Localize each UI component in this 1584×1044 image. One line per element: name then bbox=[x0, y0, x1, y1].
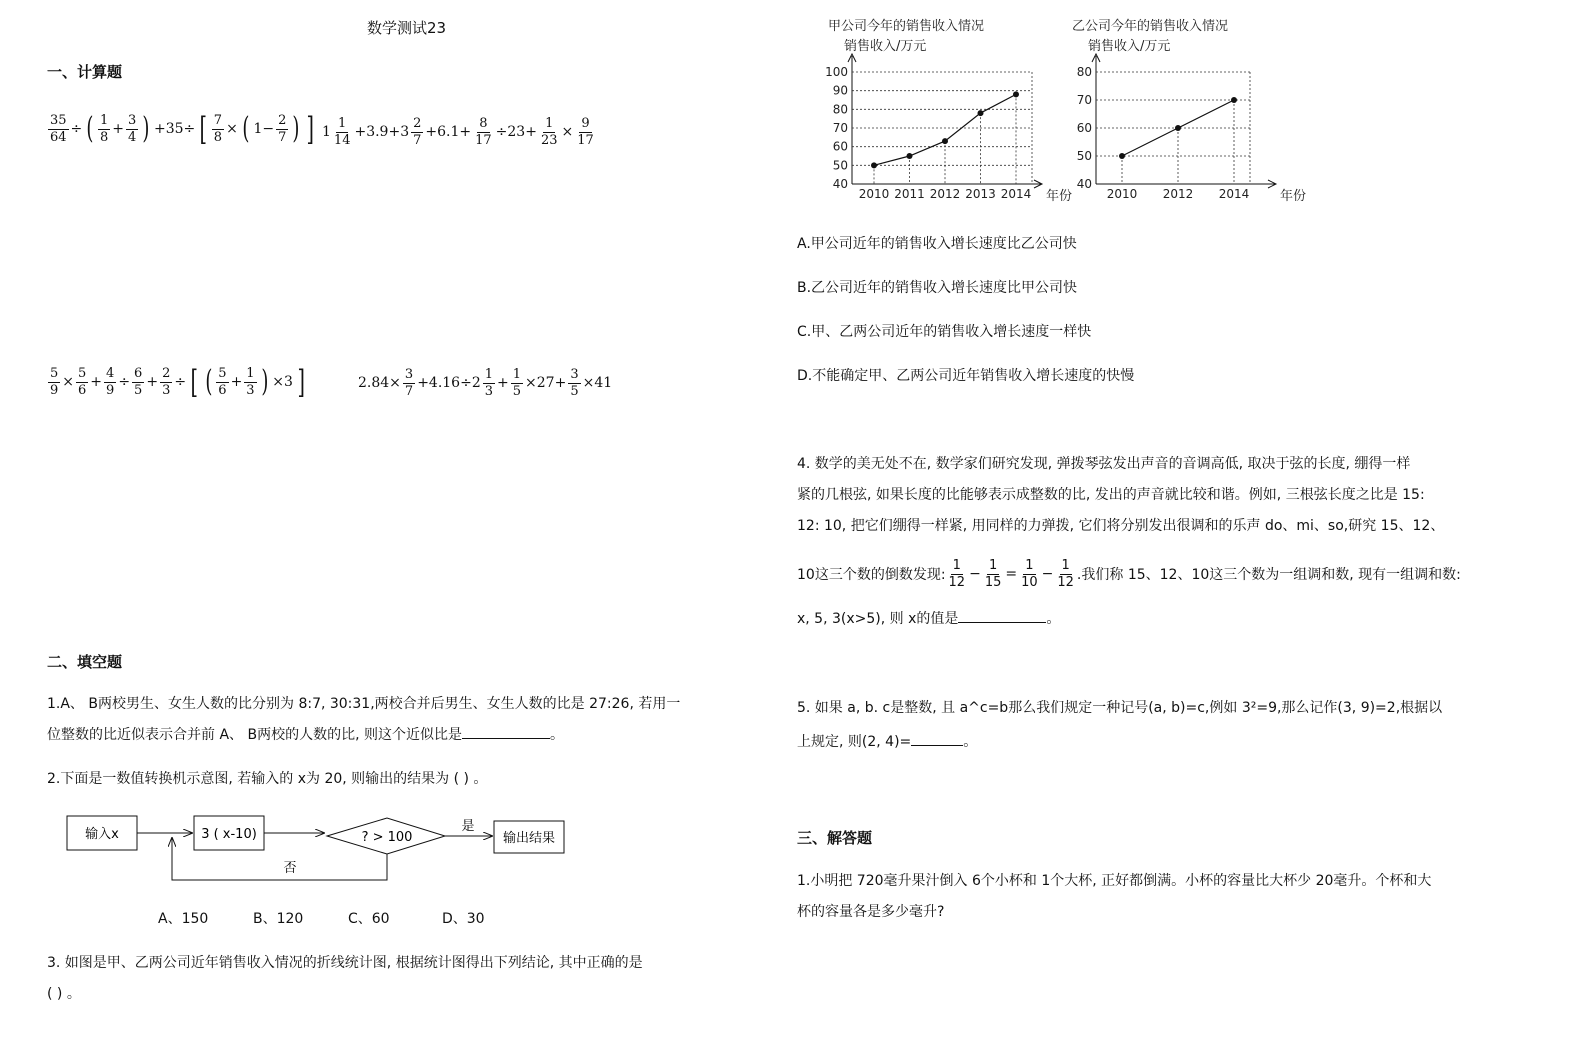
chart-y-tick-label: 60 bbox=[832, 139, 848, 154]
fraction: $\frac{1}{23}$ bbox=[540, 115, 558, 148]
fraction: $\frac{7}{8}$ bbox=[213, 112, 223, 145]
conversion-flowchart bbox=[60, 808, 580, 888]
chart-company-jia bbox=[822, 12, 1073, 210]
chart-x-tick-label: 2010 bbox=[1106, 187, 1138, 201]
fraction: $\frac{1}{5}$ bbox=[512, 366, 522, 399]
fraction: $\frac{1}{14}$ bbox=[333, 115, 351, 148]
flow-condition-label: ? > 100 bbox=[361, 830, 413, 845]
fraction: $\frac{4}{9}$ bbox=[106, 365, 115, 398]
chart-y-tick-label: 90 bbox=[832, 83, 848, 98]
solve-q1-line2: 杯的容量各是多少毫升? bbox=[797, 904, 945, 920]
fraction: $\frac{8}{17}$ bbox=[475, 115, 492, 148]
fraction: $\frac{3}{5}$ bbox=[570, 366, 579, 399]
chart-data-point bbox=[942, 138, 948, 144]
section-heading-solve: 三、解答题 bbox=[797, 829, 873, 847]
fill-q2-option-b: B、120 bbox=[253, 911, 304, 927]
page-title: 数学测试23 bbox=[367, 19, 447, 37]
fill-q2-option-d: D、30 bbox=[442, 911, 485, 927]
flow-input-label: 输入x bbox=[85, 827, 119, 842]
fill-q1-line1: 1.A、 B两校男生、女生人数的比分别为 8:7, 30:31,两校合并后男生、女生人数的比是 27:26, 若用一 bbox=[47, 696, 681, 712]
chart-x-tick-label: 2012 bbox=[929, 187, 961, 201]
fill-q4-line1: 4. 数学的美无处不在, 数学家们研究发现, 弹拨琴弦发出声音的音调高低, 取决于弦的长度, 绷得一样 bbox=[797, 456, 1411, 472]
chart-y-tick-label: 70 bbox=[832, 121, 848, 135]
chart-x-tick-label: 2012 bbox=[1162, 187, 1194, 201]
chart-y-tick-label: 60 bbox=[1076, 121, 1092, 135]
fraction: $\frac{9}{17}$ bbox=[577, 115, 594, 148]
chart-x-tick-label: 2011 bbox=[894, 187, 925, 201]
flow-output-label: 输出结果 bbox=[502, 831, 556, 846]
solve-q1-line1: 1.小明把 720毫升果汁倒入 6个小杯和 1个大杯, 正好都倒满。小杯的容量比大杯少 20毫升。个杯和大 bbox=[797, 873, 1432, 889]
fill-q5-line1: 5. 如果 a, b. c是整数, 且 a^c=b那么我们规定一种记号(a, b)=c,例如 3²=9,那么记作(3, 9)=2,根据以 bbox=[797, 700, 1443, 716]
chart-data-point bbox=[1119, 153, 1125, 159]
fraction: $\frac{1}{10}$ bbox=[1021, 557, 1038, 590]
fraction: $\frac{1}{15}$ bbox=[984, 557, 1002, 590]
chart-y-tick-label: 100 bbox=[825, 65, 848, 79]
chart-ylabel: 销售收入/万元 bbox=[844, 39, 927, 54]
fraction: $\frac{1}{12}$ bbox=[1057, 557, 1074, 590]
calc-expression-1: $\frac{35}{64}$ ÷ ( $\frac{1}{8}$ + $\frac{3}{4}$ ) +35÷ [ $\frac{7}{8}$ × ( 1− $\frac{2}{7}$ ) ] bbox=[50, 110, 315, 148]
flow-calc-label: 3 ( x-10) bbox=[201, 827, 257, 842]
fraction: $\frac{2}{7}$ bbox=[278, 112, 287, 145]
chart-company-yi bbox=[1066, 12, 1306, 210]
chart-y-tick-label: 70 bbox=[1076, 93, 1092, 107]
fill-q3-option-d: D.不能确定甲、乙两公司近年销售收入增长速度的快慢 bbox=[797, 368, 1135, 384]
fill-q5-line2: 上规定, 则(2, 4)= 。 bbox=[797, 727, 977, 758]
fill-q3-option-b: B.乙公司近年的销售收入增长速度比甲公司快 bbox=[797, 280, 1078, 296]
fill-q4-line2: 紧的几根弦, 如果长度的比能够表示成整数的比, 发出的声音就比较和谐。例如, 三根弦长度之比是 15: bbox=[797, 487, 1425, 503]
chart-x-tick-label: 2014 bbox=[1218, 187, 1250, 201]
section-heading-fill: 二、填空题 bbox=[47, 653, 123, 671]
chart-y-tick-label: 80 bbox=[832, 102, 848, 117]
fraction: $\frac{1}{8}$ bbox=[100, 112, 109, 145]
fraction: $\frac{35}{64}$ bbox=[50, 112, 67, 145]
fraction: $\frac{5}{6}$ bbox=[78, 365, 87, 398]
section-heading-calc: 一、计算题 bbox=[47, 63, 123, 81]
fill-q4-line3: 12: 10, 把它们绷得一样紧, 用同样的力弹拨, 它们将分别发出很调和的乐声 do、mi、so,研究 15、12、 bbox=[797, 518, 1445, 534]
fraction: $\frac{1}{3}$ bbox=[484, 366, 494, 399]
fraction: $\frac{3}{7}$ bbox=[404, 366, 414, 399]
fraction: $\frac{1}{3}$ bbox=[246, 365, 255, 398]
chart-data-point bbox=[907, 153, 913, 159]
calc-expression-4: 2.84× $\frac{3}{7}$ +4.16÷2 $\frac{1}{3}$ + $\frac{1}{5}$ ×27+ $\frac{3}{5}$ ×41 bbox=[358, 366, 613, 399]
fill-q2-option-a: A、150 bbox=[158, 911, 209, 927]
fraction: $\frac{2}{3}$ bbox=[162, 365, 171, 398]
chart-data-point bbox=[1231, 97, 1237, 103]
chart-x-tick-label: 2013 bbox=[965, 187, 996, 201]
chart-x-tick-label: 2014 bbox=[1000, 187, 1032, 201]
chart-title: 乙公司今年的销售收入情况 bbox=[1072, 19, 1229, 34]
chart-xlabel: 年份 bbox=[1046, 189, 1073, 204]
chart-data-point bbox=[871, 162, 877, 168]
fraction: $\frac{1}{12}$ bbox=[948, 557, 966, 590]
fill-q4-line4: 10这三个数的倒数发现: $\frac{1}{12}$ − $\frac{1}{15}$ = $\frac{1}{10}$ − $\frac{1}{12}$ .我们称 15、12、10这三个数为一组调和数, 现有一组调和数: bbox=[797, 557, 1461, 590]
chart-y-tick-label: 40 bbox=[1076, 177, 1092, 191]
chart-data-point bbox=[1175, 125, 1181, 131]
fill-q2: 2.下面是一数值转换机示意图, 若输入的 x为 20, 则输出的结果为 ( ) 。 bbox=[47, 771, 488, 787]
flow-no-label: 否 bbox=[283, 861, 297, 876]
chart-xlabel: 年份 bbox=[1280, 189, 1307, 204]
fill-q3-option-c: C.甲、乙两公司近年的销售收入增长速度一样快 bbox=[797, 324, 1092, 340]
fill-q3-option-a: A.甲公司近年的销售收入增长速度比乙公司快 bbox=[797, 236, 1077, 252]
calc-expression-2: 1 $\frac{1}{14}$ +3.9+3 $\frac{2}{7}$ +6.1+ $\frac{8}{17}$ ÷23+ $\frac{1}{23}$ × $\frac{9}{17}$ bbox=[322, 115, 594, 148]
chart-data-point bbox=[1013, 91, 1019, 97]
fraction: $\frac{5}{9}$ bbox=[50, 365, 59, 398]
fill-q2-option-c: C、60 bbox=[348, 911, 390, 927]
fraction: $\frac{5}{6}$ bbox=[218, 365, 227, 398]
fill-q1-line2: 位整数的比近似表示合并前 A、 B两校的人数的比, 则这个近似比是 。 bbox=[47, 720, 564, 751]
chart-title: 甲公司今年的销售收入情况 bbox=[828, 19, 985, 34]
answer-blank bbox=[911, 730, 963, 746]
chart-ylabel: 销售收入/万元 bbox=[1088, 39, 1171, 54]
chart-y-tick-label: 50 bbox=[1076, 149, 1092, 163]
fill-q3-line2: ( ) 。 bbox=[47, 986, 81, 1002]
chart-y-tick-label: 40 bbox=[832, 177, 848, 191]
fill-q4-line5: x, 5, 3(x>5), 则 x的值是 。 bbox=[797, 604, 1060, 635]
fraction: $\frac{2}{7}$ bbox=[413, 115, 422, 148]
fill-q3-line1: 3. 如图是甲、乙两公司近年销售收入情况的折线统计图, 根据统计图得出下列结论, 其中正确的是 bbox=[47, 955, 643, 971]
chart-y-tick-label: 80 bbox=[1076, 65, 1092, 79]
flow-yes-label: 是 bbox=[461, 819, 475, 834]
chart-data-point bbox=[978, 110, 984, 116]
calc-expression-3: $\frac{5}{9}$ × $\frac{5}{6}$ + $\frac{4}{9}$ ÷ $\frac{6}{5}$ + $\frac{2}{3}$ ÷ [ ( $\frac{5}{6}$ + $\frac{1}{3}$ ) ×3 ] bbox=[50, 363, 305, 401]
chart-x-tick-label: 2010 bbox=[858, 187, 890, 201]
chart-y-tick-label: 50 bbox=[832, 158, 848, 173]
answer-blank bbox=[462, 723, 550, 739]
fraction: $\frac{6}{5}$ bbox=[134, 365, 143, 398]
answer-blank bbox=[958, 607, 1046, 623]
fraction: $\frac{3}{4}$ bbox=[128, 112, 137, 145]
